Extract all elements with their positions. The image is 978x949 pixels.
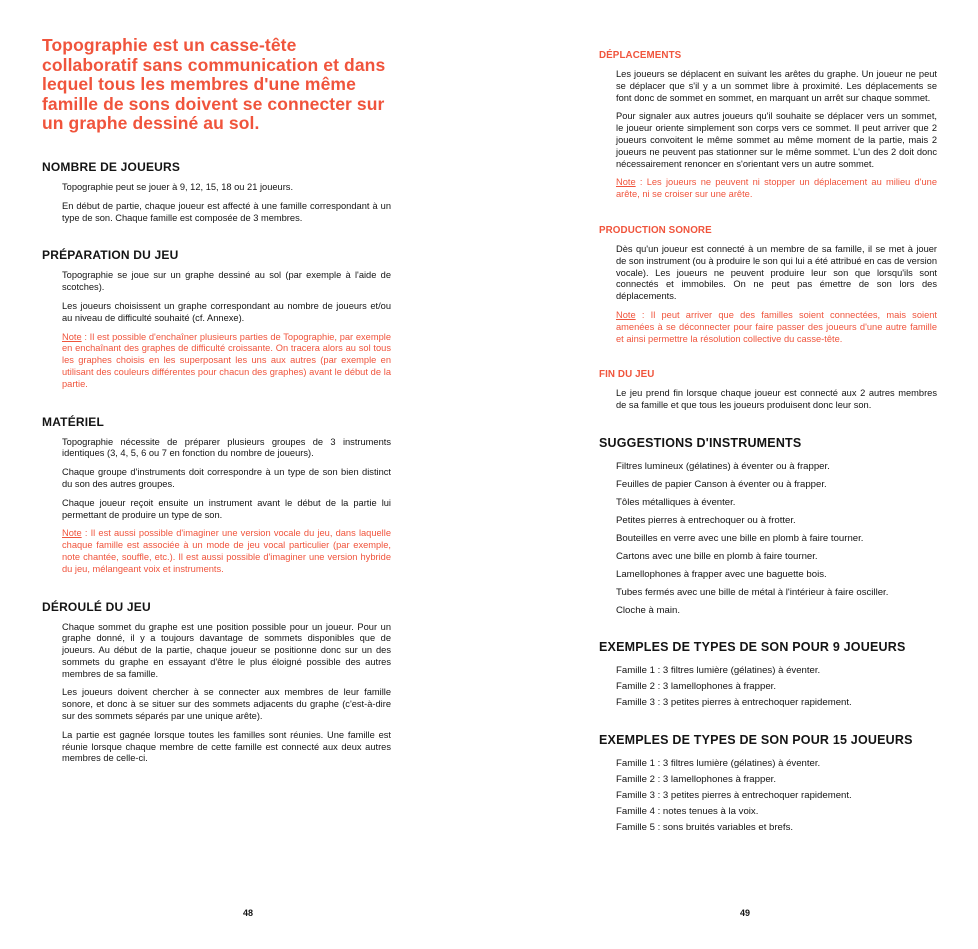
note-label: Note — [616, 177, 636, 188]
section-body — [599, 388, 937, 412]
list-item: Famille 5 : sons bruités variables et brefs. — [616, 821, 794, 833]
note-paragraph — [616, 177, 937, 201]
paragraph: Dès qu'un joueur est connecté à un membre de sa famille, il se met à jouer de son instrument (ou à produire le son qui lui a été attribué en cas de version vocale). Les joueurs ne peuvent produire leur son que lorsqu'ils sont connectés et immobiles. On ne peut pas émettre de son lors des déplacements. — [616, 243, 937, 302]
section-fin-du-jeu — [599, 369, 937, 412]
list-item: Famille 1 : 3 filtres lumière (gélatines) à éventer. — [616, 665, 821, 677]
list-item: Lamellophones à frapper avec une baguette bois. — [616, 568, 827, 580]
section-body — [599, 758, 937, 834]
section-heading: DÉPLACEMENTS — [599, 50, 682, 61]
paragraph: Topographie peut se jouer à 9, 12, 15, 18 ou 21 joueurs. — [62, 181, 294, 192]
note-text: : Il est aussi possible d'imaginer une version vocale du jeu, dans laquelle chaque famille est associée à un mode de jeu vocal particulier (par exemple, note chantée, souffle, etc.). Il est aussi possible d'imaginer une version hybride du jeu, mélangeant voix et instruments. — [62, 528, 391, 574]
section-body — [42, 270, 391, 390]
paragraph: Topographie nécessite de préparer plusieurs groupes de 3 instruments identiques (3, 4, 5, 6 ou 7 en fonction du nombre de joueurs). — [62, 436, 391, 459]
paragraph: La partie est gagnée lorsque toutes les familles sont réunies. Une famille est réunie lorsque chaque membre de cette famille est connecté aux deux autres membres de celle-ci. — [62, 729, 391, 764]
section-heading: MATÉRIEL — [42, 414, 105, 429]
section-exemples-9-joueurs — [599, 640, 937, 709]
section-deroule-du-jeu — [42, 600, 391, 766]
section-preparation-du-jeu — [42, 248, 391, 390]
list-item: Filtres lumineux (gélatines) à éventer ou à frapper. — [616, 460, 830, 472]
note-text: : Il est possible d'enchaîner plusieurs parties de Topographie, par exemple en enchaînant des graphes de difficulté croissante. On tracera alors au sol tous les graphes choisis en les superposant les uns aux autres (par exemple en utilisant des couleurs différentes pour chacun des graphes) avant le début de la partie. — [62, 331, 391, 389]
section-body — [42, 622, 391, 766]
list-item: Cloche à main. — [616, 604, 680, 616]
section-heading: PRODUCTION SONORE — [599, 224, 712, 236]
paragraph: Le jeu prend fin lorsque chaque joueur est connecté aux 2 autres membres de sa famille et que tous les joueurs produisent donc leur son. — [616, 388, 937, 411]
section-heading: DÉROULÉ DU JEU — [42, 599, 151, 614]
section-heading: EXEMPLES DE TYPES DE SON POUR 9 JOUEURS — [599, 640, 906, 655]
section-deplacements — [599, 50, 937, 201]
list-item: Famille 2 : 3 lamellophones à frapper. — [616, 773, 776, 785]
section-heading: SUGGESTIONS D'INSTRUMENTS — [599, 435, 802, 450]
paragraph: Les joueurs se déplacent en suivant les arêtes du graphe. Un joueur ne peut se déplacer que s'il y a un sommet libre à proximité. Les déplacements se font donc de sommet en sommet, en marquant un arrêt sur chaque sommet. — [616, 69, 937, 103]
paragraph: Pour signaler aux autres joueurs qu'il souhaite se déplacer vers un sommet, le joueur oriente simplement son corps vers ce sommet. Il peut arriver que 2 joueurs convoitent le même sommet au même moment de la partie, mais 2 joueurs ne peuvent pas stationner sur le même sommet. L'un des 2 doit donc nécessairement renoncer en s'orientant vers un autre sommet. — [616, 111, 937, 169]
note-paragraph — [62, 528, 391, 575]
list-item: Petites pierres à entrechoquer ou à frotter. — [616, 514, 796, 526]
paragraph: En début de partie, chaque joueur est affecté à une famille correspondant à un type de son. Chaque famille est composée de 3 membres. — [62, 200, 391, 223]
section-body — [599, 244, 937, 345]
note-text: : Les joueurs ne peuvent ni stopper un déplacement au milieu d'une arête, ni se croiser sur une arête. — [616, 177, 937, 200]
section-heading: EXEMPLES DE TYPES DE SON POUR 15 JOUEURS — [599, 732, 913, 747]
list-item: Cartons avec une bille en plomb à faire tourner. — [616, 550, 818, 562]
paragraph: Les joueurs doivent chercher à se connecter aux membres de leur famille sonore, et donc à se situer sur des sommets adjacents du graphe (c'est-à-dire sur des sommets séparés par une unique arête). — [62, 687, 391, 722]
list-item: Feuilles de papier Canson à éventer ou à frapper. — [616, 478, 827, 490]
page-number-left: 48 — [243, 908, 254, 918]
page-number-right: 49 — [740, 908, 751, 918]
list-item: Famille 1 : 3 filtres lumière (gélatines) à éventer. — [616, 757, 821, 769]
note-label: Note — [616, 309, 636, 320]
note-paragraph — [62, 332, 391, 391]
section-heading: NOMBRE DE JOUEURS — [42, 159, 181, 174]
list-item: Bouteilles en verre avec une bille en plomb à faire tourner. — [616, 532, 864, 544]
section-nombre-de-joueurs — [42, 160, 391, 224]
section-production-sonore — [599, 225, 937, 345]
paragraph: Chaque sommet du graphe est une position possible pour un joueur. Pour un graphe donné, il y a toujours davantage de sommets disponibles que de joueurs. Au début de la partie, chaque joueur se positionne donc sur un des sommets du graphe en essayant d'être le plus éloigné possible des autres membres de sa famille. — [62, 621, 391, 679]
section-heading: FIN DU JEU — [599, 369, 655, 381]
section-heading: PRÉPARATION DU JEU — [42, 248, 179, 263]
section-suggestions-instruments — [599, 436, 937, 617]
list-item: Famille 2 : 3 lamellophones à frapper. — [616, 681, 776, 693]
page-right — [599, 0, 937, 833]
list-item: Famille 4 : notes tenues à la voix. — [616, 805, 759, 817]
paragraph: Chaque groupe d'instruments doit correspondre à un type de son bien distinct du son des autres groupes. — [62, 467, 391, 489]
list-item: Tubes fermés avec une bille de métal à l'intérieur à faire osciller. — [616, 586, 889, 598]
section-body — [42, 437, 391, 576]
list-item: Famille 3 : 3 petites pierres à entrechoquer rapidement. — [616, 697, 852, 709]
note-label: Note — [62, 528, 82, 539]
note-label: Note — [62, 331, 82, 342]
note-paragraph — [616, 310, 937, 345]
paragraph: Topographie se joue sur un graphe dessiné au sol (par exemple à l'aide de scotches). — [62, 270, 391, 293]
section-exemples-15-joueurs — [599, 733, 937, 834]
paragraph: Chaque joueur reçoit ensuite un instrument avant le début de la partie lui permettant de produire un type de son. — [62, 497, 391, 520]
note-text: : Il peut arriver que des familles soient connectées, mais soient amenées à se déconnecter pour faire passer des joueurs d'une autre famille et ainsi permettre la résolution collective du casse-tête. — [616, 309, 937, 344]
section-body — [599, 69, 937, 201]
section-body — [599, 461, 937, 617]
section-body — [42, 182, 391, 224]
section-materiel — [42, 415, 391, 576]
list-item: Famille 3 : 3 petites pierres à entrechoquer rapidement. — [616, 789, 852, 801]
list-item: Tôles métalliques à éventer. — [616, 496, 736, 508]
paragraph: Les joueurs choisissent un graphe correspondant au nombre de joueurs et/ou au niveau de difficulté souhaité (cf. Annexe). — [62, 300, 391, 323]
section-body — [599, 665, 937, 709]
intro-title: Topographie est un casse-tête collaboratif sans communication et dans lequel tous les membres d'une même famille de sons doivent se connecter sur un graphe dessiné au sol. — [42, 35, 386, 134]
page-left — [42, 0, 391, 765]
